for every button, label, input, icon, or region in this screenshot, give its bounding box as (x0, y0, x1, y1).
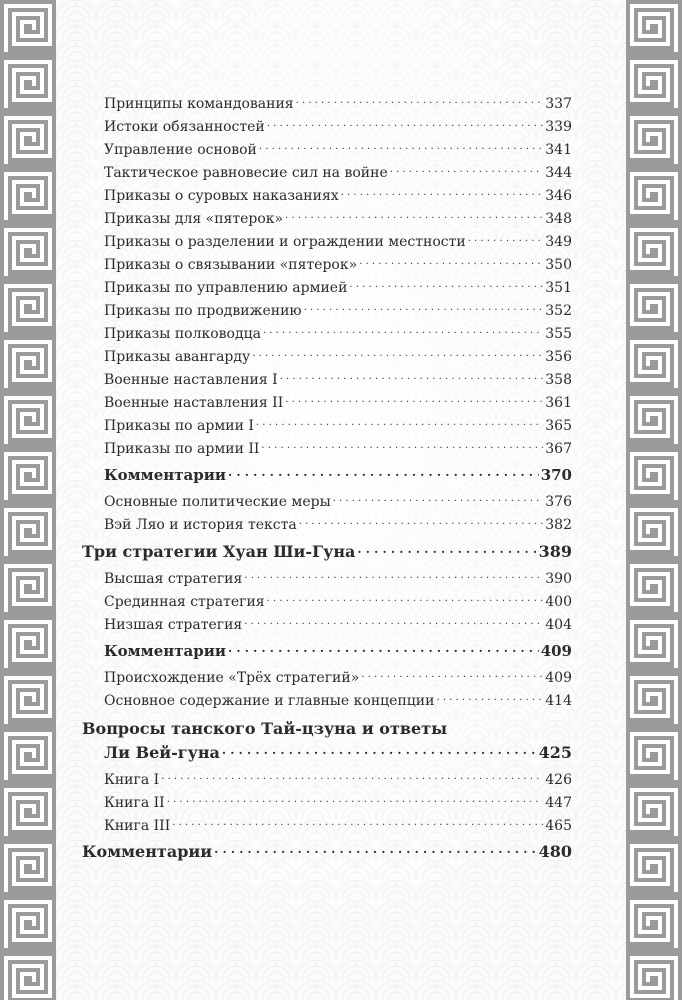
toc-entry[interactable] (104, 615, 572, 632)
toc-entry-title: Тактическое равновесие сил на войне (104, 165, 388, 181)
toc-entry-title: Низшая стратегия (104, 617, 243, 633)
leader-dots (390, 163, 544, 177)
leader-dots (259, 140, 543, 154)
toc-entry-title: Высшая стратегия (104, 571, 243, 587)
toc-entry[interactable] (104, 393, 572, 410)
toc-entry-title: Приказы по армии I (104, 418, 254, 434)
toc-entry[interactable] (104, 416, 572, 433)
toc-entry-title: Приказы о связывании «пятерок» (104, 257, 358, 273)
toc-part-tai-tsung[interactable] (104, 744, 572, 761)
leader-dots (349, 278, 543, 292)
leader-dots (222, 744, 537, 758)
leader-dots (167, 793, 544, 807)
toc-section-commentary[interactable] (104, 466, 572, 483)
toc-entry-page: 409 (545, 670, 572, 686)
leader-dots (299, 515, 544, 529)
toc-section-commentary[interactable] (104, 642, 572, 659)
leader-dots (256, 416, 543, 430)
toc-entry-page: 426 (545, 772, 572, 788)
toc-entry-page: 348 (545, 211, 572, 227)
leader-dots (252, 347, 543, 361)
toc-entry-page: 344 (545, 165, 572, 181)
leader-dots (333, 492, 544, 506)
leader-dots (280, 370, 544, 384)
toc-entry-title: Книга II (104, 795, 165, 811)
toc-entry-page: 361 (545, 395, 572, 411)
leader-dots (267, 592, 544, 606)
toc-part-three-strategies[interactable] (82, 543, 572, 560)
toc-entry-title: Происхождение «Трёх стратегий» (104, 670, 360, 686)
toc-entry[interactable] (104, 301, 572, 318)
leader-dots (361, 668, 543, 682)
leader-dots (436, 691, 543, 705)
toc-part-tai-tsung-title-line1[interactable]: Вопросы танского Тай-цзуна и ответы (82, 719, 448, 738)
toc-entry-page: 425 (538, 743, 572, 762)
leader-dots (244, 615, 543, 629)
leader-dots (228, 466, 539, 480)
toc-entry-title: Приказы полководца (104, 326, 261, 342)
toc-entry[interactable] (104, 370, 572, 387)
toc-entry-title: Управление основой (104, 142, 257, 158)
toc-entry-title: Приказы о разделении и ограждении местности (104, 234, 466, 250)
toc-entry-page: 352 (545, 303, 572, 319)
toc-entry-page: 351 (545, 280, 572, 296)
leader-dots (285, 393, 543, 407)
toc-entry-page: 365 (545, 418, 572, 434)
toc-entry-page: 356 (545, 349, 572, 365)
leader-dots (161, 770, 543, 784)
leader-dots (296, 94, 544, 108)
toc-entry-title: Книга III (104, 818, 171, 834)
toc-entry-page: 400 (545, 594, 572, 610)
toc-entry[interactable] (104, 569, 572, 586)
leader-dots (359, 255, 543, 269)
toc-entry-page: 337 (545, 96, 572, 112)
toc-entry-page: 350 (545, 257, 572, 273)
toc-entry-title: Срединная стратегия (104, 594, 265, 610)
toc-entry[interactable] (104, 255, 572, 272)
toc-entry-title: Приказы по управлению армией (104, 280, 348, 296)
toc-entry-title: Истоки обязанностей (104, 119, 265, 135)
toc-entry-page: 370 (540, 466, 572, 484)
toc-entry-page: 367 (545, 441, 572, 457)
toc-entry-title: Ли Вей-гуна (104, 743, 220, 762)
toc-entry[interactable] (104, 492, 572, 509)
leader-dots (267, 117, 544, 131)
toc-entry[interactable] (104, 324, 572, 341)
toc-entry-page: 447 (545, 795, 572, 811)
toc-entry-page: 480 (538, 842, 572, 861)
toc-entry-title: Комментарии (82, 842, 213, 861)
toc-entry-title: Принципы командования (104, 96, 294, 112)
toc-entry-page: 341 (545, 142, 572, 158)
toc-entry-title: Комментарии (104, 466, 226, 484)
greek-key-border-right (626, 0, 682, 1000)
toc-entry-page: 389 (538, 542, 572, 561)
toc-entry[interactable] (104, 347, 572, 364)
leader-dots (468, 232, 544, 246)
leader-dots (261, 439, 543, 453)
toc-entry[interactable] (104, 439, 572, 456)
toc-entry-page: 376 (545, 494, 572, 510)
toc-entry-title: Приказы по продвижению (104, 303, 302, 319)
leader-dots (263, 324, 543, 338)
leader-dots (357, 543, 536, 557)
toc-entry-page: 414 (545, 693, 572, 709)
leader-dots (304, 301, 544, 315)
leader-dots (214, 843, 536, 857)
toc-entry[interactable] (104, 816, 572, 833)
toc-entry[interactable] (104, 163, 572, 180)
leader-dots (341, 186, 544, 200)
toc-entry-page: 382 (545, 517, 572, 533)
toc-entry-title: Комментарии (104, 642, 226, 660)
toc-entry-title: Три стратегии Хуан Ши-Гуна (82, 542, 356, 561)
toc-entry-title: Приказы о суровых наказаниях (104, 188, 339, 204)
toc-entry[interactable] (104, 668, 572, 685)
toc-entry-title: Приказы для «пятерок» (104, 211, 284, 227)
leader-dots (244, 569, 543, 583)
toc-section-commentary-final[interactable] (82, 843, 572, 860)
toc-entry[interactable] (104, 691, 572, 708)
toc-entry-page: 349 (545, 234, 572, 250)
toc-entry[interactable] (104, 278, 572, 295)
toc-entry[interactable] (104, 232, 572, 249)
toc-entry[interactable] (104, 770, 572, 787)
toc-entry-title: Основное содержание и главные концепции (104, 693, 435, 709)
toc-entry-page: 409 (540, 642, 572, 660)
leader-dots (285, 209, 543, 223)
toc-entry[interactable] (104, 94, 572, 111)
toc-entry-title: Военные наставления I (104, 372, 278, 388)
toc-entry[interactable] (104, 186, 572, 203)
toc-entry-page: 390 (545, 571, 572, 587)
toc-entry-title: Основные политические меры (104, 494, 331, 510)
toc-entry-page: 339 (545, 119, 572, 135)
toc-entry-title: Вэй Ляо и история текста (104, 517, 297, 533)
toc-entry[interactable] (104, 117, 572, 134)
leader-dots (172, 816, 543, 830)
toc-entry[interactable] (104, 793, 572, 810)
toc-entry-title: Приказы авангарду (104, 349, 251, 365)
toc-entry-page: 358 (545, 372, 572, 388)
toc-entry-page: 465 (545, 818, 572, 834)
toc-entry-title: Военные наставления II (104, 395, 284, 411)
toc-entry-page: 404 (545, 617, 572, 633)
toc-entry-page: 355 (545, 326, 572, 342)
toc-entry[interactable] (104, 515, 572, 532)
greek-key-border-left (0, 0, 56, 1000)
toc-entry[interactable] (104, 140, 572, 157)
toc-entry-title: Книга I (104, 772, 160, 788)
toc-entry[interactable] (104, 209, 572, 226)
toc-entry-page: 346 (545, 188, 572, 204)
toc-entry[interactable] (104, 592, 572, 609)
toc-entry-title: Приказы по армии II (104, 441, 260, 457)
leader-dots (228, 642, 539, 656)
